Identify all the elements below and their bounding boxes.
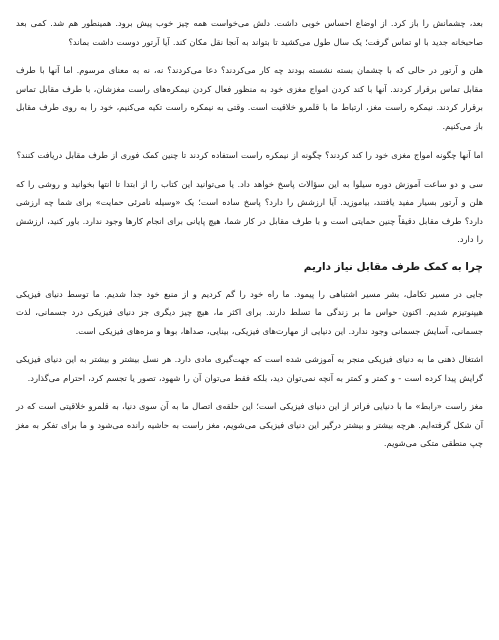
paragraph-3: اما آنها چگونه امواج مغزی خود را کند کردند؟ چگونه از نیمکره راست استفاده کردند تا چنین کمک فوری از طرف مقابل دریافت کنند؟	[16, 150, 483, 160]
paragraph-6: اشتغال ذهنی ما به دنیای فیزیکی منجر به آموزشی شده است که جهت‌گیری مادی دارد. هر نسل بیشتر و بیشتر به این دنیای فیزیکی گرایش پیدا کرده است - و کمتر و کمتر به آنچه نمی‌توان دید، بلکه فقط می‌توان آن را شهود، تصور یا تجسم کرد، احترام می‌گذارد.	[16, 354, 483, 383]
paragraph-5: جایی در مسیر تکامل، بشر مسیر اشتباهی را پیمود. ما راه خود را گم کردیم و از منبع خود جدا شدیم. ما توسط دنیای فیزیکی هیپنوتیزم شدیم. اکنون حواس ما بر زندگی ما تسلط دارند. برای اکثر ما، هیچ چیز دیگری جز دنیای فیزیکی درد جسمانی، لذت جسمانی، آسایش جسمانی وجود ندارد. این دنیایی از مهارت‌های فیزیکی، بینایی، صداها، بوها و مزه‌های فیزیکی است.	[16, 288, 483, 336]
paragraph-2: هلن و آرتور در حالی که با چشمان بسته نشسته بودند چه کار می‌کردند؟ دعا می‌کردند؟ نه، نه به معنای مرسوم. اما آنها با طرف مقابل تماس برقرار کردند. آنها با کند کردن امواج مغزی خود به منظور فعال کردن نیمکره‌های راست مغزشان، با طرف مقابل تماس برقرار کردند. نیمکره راست مغز، ارتباط ما با قلمرو خلاقیت است. وقتی به نیمکره راست تکیه می‌کنیم، خود را به روی طرف مقابل باز می‌کنیم.	[16, 65, 483, 131]
paragraph-1: بعد، چشمانش را باز کرد. از اوضاع احساس خوبی داشت. دلش می‌خواست همه چیز خوب پیش برود. همینطور هم شد. کمی بعد صاحبخانه جدید با او تماس گرفت؛ یک سال طول می‌کشید تا بتواند به آنجا نقل مکان کند. آیا آرتور دوست داشت بماند؟	[16, 18, 483, 47]
section-heading: چرا به کمک طرف مقابل نیاز داریم	[303, 260, 483, 273]
paragraph-4: سی و دو ساعت آموزش دوره سیلوا به این سؤالات پاسخ خواهد داد. یا می‌توانید این کتاب را از ابتدا تا انتها بخوانید و روشی را که هلن و آرتور بسیار مفید یافتند، بیاموزید. آیا ارزشش را دارد؟ پاسخ ساده است؛ یک «وسیله نامرئی حمایت» برای شما چه ارزشی دارد؟ طرف مقابل دقیقاً چنین حمایتی است و با طرف مقابل در کار شما، هیچ پایانی برای انجام کارها وجود ندارد. باور کنید، ارزشش را دارد.	[16, 178, 483, 244]
paragraph-7: مغز راست «رابط» ما با دنیایی فراتر از این دنیای فیزیکی است؛ این حلقه‌ی اتصال ما به آن سوی دنیا، به قلمرو خلاقیتی است که در آن شکل گرفته‌ایم. هرچه بیشتر و بیشتر درگیر این دنیای فیزیکی می‌شویم، مغز راست به حاشیه رانده می‌شود و ما برای تفکر به مغز چپ منطقی متکی می‌شویم.	[16, 401, 483, 448]
